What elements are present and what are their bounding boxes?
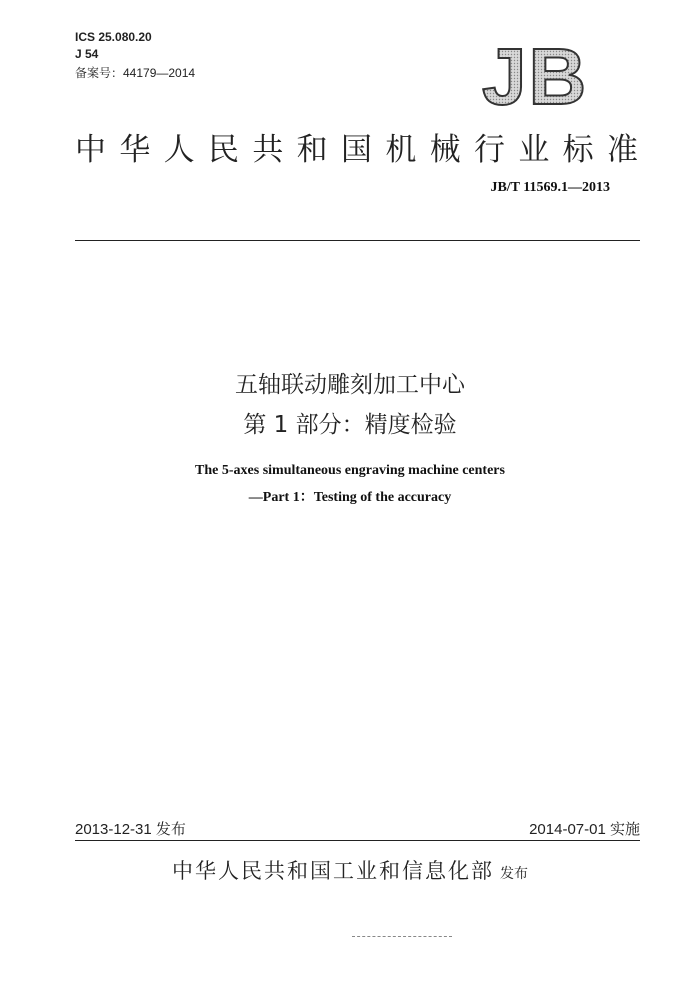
footer-divider [75, 840, 640, 841]
title-cn-line2: 第 1 部分：精度检验 [243, 412, 457, 438]
title-en-line1: The 5-axes simultaneous engraving machine centers [195, 463, 505, 478]
org-title: 中华人民共和国机械行业标准 [75, 132, 640, 168]
issuer-line [0, 855, 700, 885]
header-divider [75, 240, 640, 241]
issuer-suffix: 发布 [500, 866, 528, 882]
issue-date: 2013-12-31 发布 [75, 821, 186, 838]
jb-logo-text: JB [482, 38, 589, 110]
title-cn-line1: 五轴联动雕刻加工中心 [235, 372, 465, 398]
bottom-dash-line [352, 936, 452, 937]
record-number: 备案号：44179—2014 [75, 66, 196, 80]
j-code: J 54 [75, 47, 99, 61]
jb-logo [480, 38, 610, 110]
issuer-name: 中华人民共和国工业和信息化部 [172, 859, 494, 883]
standard-number: JB/T 11569.1—2013 [490, 180, 610, 195]
title-en-line2: —Part 1：Testing of the accuracy [248, 490, 452, 505]
implementation-date: 2014-07-01 实施 [529, 821, 640, 838]
ics-code: ICS 25.080.20 [75, 30, 152, 44]
